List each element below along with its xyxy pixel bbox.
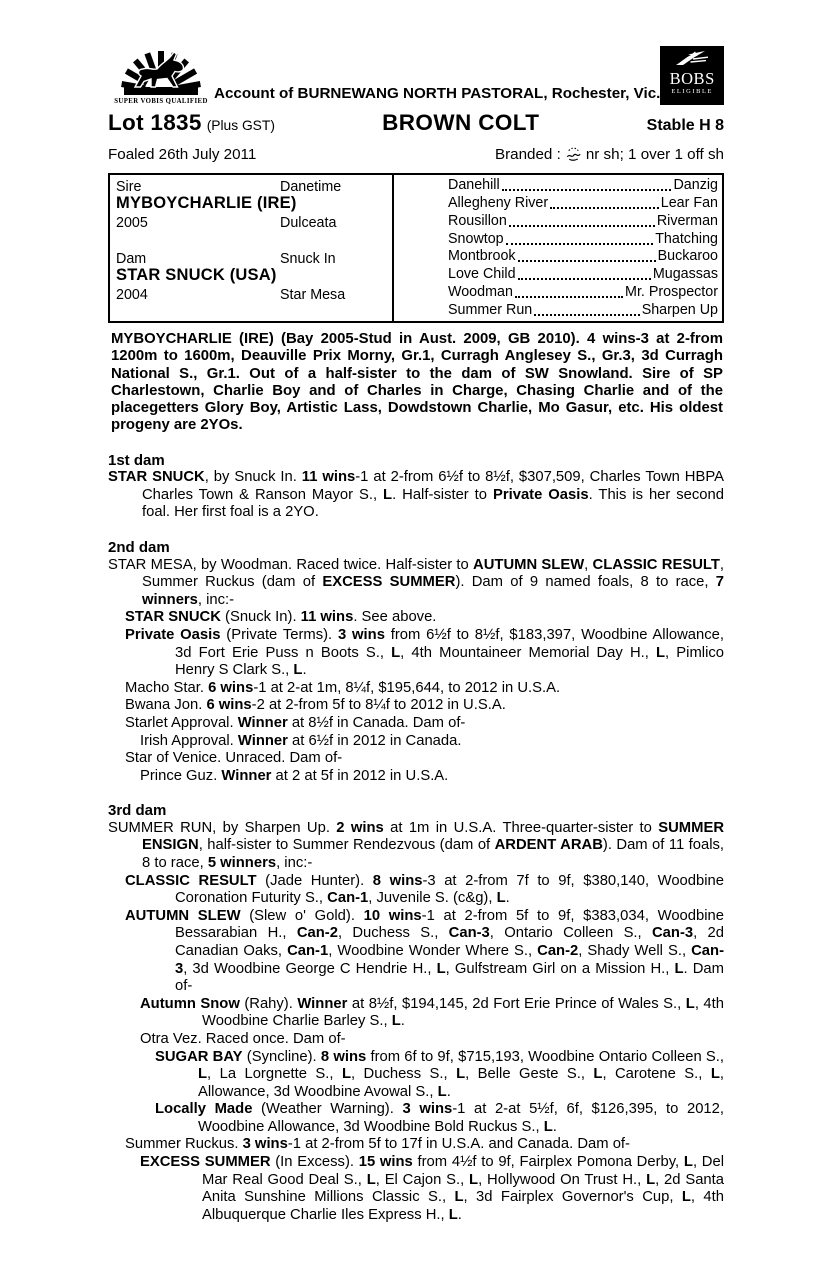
ancestor-sire: Sharpen Up bbox=[641, 301, 718, 318]
branded-info bbox=[495, 144, 724, 164]
pedigree-entry: Prince Guz. Winner at 2 at 5f in 2012 in U.S.A. bbox=[140, 767, 449, 784]
header bbox=[108, 44, 724, 105]
pedigree-entry: Locally Made (Weather Warning). 3 wins-1 at 2-at 5½f, 6f, $126,395, to 2012, Woodbine Allowance, 3d Woodbine Bold Ruckus S., L. bbox=[155, 1101, 724, 1135]
stable-number: Stable H 8 bbox=[646, 117, 724, 134]
pedigree-divider bbox=[392, 175, 394, 321]
pedigree-ancestor-row bbox=[448, 177, 718, 194]
ancestor-sire: Thatching bbox=[655, 230, 718, 247]
pedigree-entry: CLASSIC RESULT (Jade Hunter). 8 wins-3 at 2-from 7f to 9f, $380,140, Woodbine Coronation Futurity S., Can-1, Juvenile S. (c&g), L. bbox=[125, 872, 724, 907]
lot-row bbox=[108, 110, 724, 136]
dam-name: STAR SNUCK (USA) bbox=[116, 266, 277, 284]
sire-summary: MYBOYCHARLIE (IRE) (Bay 2005-Stud in Aust. 2009, GB 2010). 4 wins-3 at 2-from 1200m to 1600m, Deauville Prix Morny, Gr.1, Curragh Anglesey S., Gr.3, 3d Curragh National S., Gr.1. Out of a half-sister to the dam of SW Snowland. Sire of SP Charlestown, Charlie Boy and of Charles in Charge, Chasing Charlie and of the placegetters Glory Boy, Artistic Lass, Dowdstown Charlie, Mo Gasur, etc. His oldest progeny are 2YOs. bbox=[111, 331, 723, 434]
pedigree-entry: AUTUMN SLEW (Slew o' Gold). 10 wins-1 at 2-from 5f to 9f, $383,034, Woodbine Bessarabian H., Can-2, Duchess S., Can-3, Ontario Colleen S., Can-3, 2d Canadian Oaks, Can-1, Woodbine Wonder Where S., Can-2, Shady Well S., Can-3, 3d Woodbine George C Hendrie H., L, Gulfstream Girl on a Mission H., L. Dam of- bbox=[125, 907, 725, 995]
dot-leader bbox=[513, 284, 625, 301]
ancestor-sire: Lear Fan bbox=[660, 194, 718, 211]
ancestor-name: Rousillon bbox=[448, 212, 507, 229]
account-line: Account of BURNEWANG NORTH PASTORAL, Rochester, Vic. bbox=[214, 85, 661, 102]
page-title: BROWN COLT bbox=[382, 110, 540, 135]
dot-leader bbox=[532, 302, 641, 319]
pedigree-entry: Autumn Snow (Rahy). Winner at 8½f, $194,145, 2d Fort Erie Prince of Wales S., L, 4th Woodbine Charlie Barley S., L. bbox=[140, 995, 725, 1030]
sire-dam: Dulceata bbox=[280, 215, 337, 231]
pedigree-entry: SUMMER RUN, by Sharpen Up. 2 wins at 1m in U.S.A. Three-quarter-sister to SUMMER ENSIGN, half-sister to Summer Rendezvous (dam of ARDENT ARAB). Dam of 11 foals, 8 to race, 5 winners, inc:- bbox=[108, 819, 725, 871]
pedigree-ancestor-row bbox=[448, 213, 718, 230]
ancestor-sire: Mugassas bbox=[652, 266, 718, 283]
pedigree-ancestor-row bbox=[448, 248, 718, 265]
dam-sections bbox=[108, 452, 724, 1225]
pedigree-ancestor-row bbox=[448, 231, 718, 248]
pedigree-entry: STAR SNUCK (Snuck In). 11 wins. See above. bbox=[125, 609, 437, 626]
pedigree-entry: Bwana Jon. 6 wins-2 at 2-from 5f to 8¼f to 2012 in U.S.A. bbox=[125, 697, 506, 714]
dot-leader bbox=[548, 195, 661, 212]
pedigree-entry: SUGAR BAY (Syncline). 8 wins from 6f to 9f, $715,193, Woodbine Ontario Colleen S., L, La Lorgnette S., L, Duchess S., L, Belle Geste S., L, Carotene S., L, Allowance, 3d Woodbine Avowal S., L. bbox=[155, 1048, 724, 1100]
dot-leader bbox=[516, 248, 658, 265]
ancestor-name: Allegheny River bbox=[448, 194, 549, 211]
pedigree-table bbox=[108, 173, 724, 323]
pedigree-ancestor-row bbox=[448, 195, 718, 212]
dam-dam: Star Mesa bbox=[280, 287, 346, 303]
pedigree-entry: Starlet Approval. Winner at 8½f in Canada. Dam of- bbox=[125, 714, 466, 731]
pedigree-ancestor-row bbox=[448, 302, 718, 319]
bobs-title: BOBS bbox=[669, 69, 715, 88]
ancestor-name: Montbrook bbox=[448, 248, 516, 265]
ancestor-name: Summer Run bbox=[448, 301, 533, 318]
section-heading: 2nd dam bbox=[108, 539, 170, 557]
gst-note: (Plus GST) bbox=[206, 118, 275, 133]
pedigree-entry: Star of Venice. Unraced. Dam of- bbox=[125, 750, 343, 767]
dam-sire: Snuck In bbox=[280, 251, 336, 267]
pedigree-entry: Macho Star. 6 wins-1 at 2-at 1m, 8¼f, $195,644, to 2012 in U.S.A. bbox=[125, 679, 561, 696]
foaled-date: Foaled 26th July 2011 bbox=[108, 145, 257, 163]
pedigree-entry: Irish Approval. Winner at 6½f in 2012 in Canada. bbox=[140, 732, 462, 749]
bobs-subtitle: ELIGIBLE bbox=[671, 88, 713, 95]
sire-year: 2005 bbox=[116, 215, 148, 231]
super-vobis-horse-sunburst-icon bbox=[109, 45, 213, 97]
branded-detail: nr sh; 1 over 1 off sh bbox=[585, 145, 724, 163]
ancestor-name: Woodman bbox=[448, 284, 513, 301]
pedigree-ancestor-row bbox=[448, 266, 718, 283]
ancestor-sire: Riverman bbox=[656, 212, 718, 229]
ancestor-name: Snowtop bbox=[448, 230, 504, 247]
dot-leader bbox=[516, 266, 653, 283]
dam-label: Dam bbox=[116, 251, 147, 267]
dam-year: 2004 bbox=[116, 287, 148, 303]
bobs-horse-head-icon bbox=[675, 50, 709, 66]
super-vobis-logo bbox=[108, 45, 214, 105]
sire-name: MYBOYCHARLIE (IRE) bbox=[116, 194, 297, 212]
ancestor-sire: Danzig bbox=[673, 177, 718, 193]
ancestor-sire: Mr. Prospector bbox=[625, 284, 718, 301]
ancestor-name: Love Child bbox=[448, 266, 516, 283]
lot-number: Lot 1835 bbox=[108, 110, 202, 135]
pedigree-entry: STAR SNUCK, by Snuck In. 11 wins-1 at 2-from 6½f to 8½f, $307,509, Charles Town HBPA Charles Town & Ranson Mayor S., L. Half-sister to Private Oasis. This is her second foal. Her first foal is a 2YO. bbox=[108, 469, 724, 521]
dot-leader bbox=[507, 213, 657, 230]
catalog-page bbox=[108, 44, 724, 1224]
brand-mark-icon bbox=[564, 144, 583, 164]
section-heading: 1st dam bbox=[108, 451, 165, 469]
dot-leader bbox=[504, 231, 656, 248]
pedigree-entry: Summer Ruckus. 3 wins-1 at 2-from 5f to 17f in U.S.A. and Canada. Dam of- bbox=[125, 1136, 630, 1153]
sire-label: Sire bbox=[116, 179, 142, 195]
ancestor-name: Danehill bbox=[448, 177, 500, 193]
branded-label: Branded : bbox=[494, 145, 561, 163]
pedigree-gen3 bbox=[448, 177, 718, 319]
super-vobis-caption: SUPER VOBIS QUALIFIED bbox=[114, 98, 208, 105]
section-heading: 3rd dam bbox=[108, 802, 167, 820]
pedigree-entry: Private Oasis (Private Terms). 3 wins from 6½f to 8½f, $183,397, Woodbine Allowance, 3d Fort Erie Puss n Boots S., L, 4th Mountaineer Memorial Day H., L, Pimlico Henry S Clark S., L. bbox=[125, 626, 724, 679]
dot-leader bbox=[500, 177, 674, 194]
bobs-logo bbox=[660, 46, 724, 105]
pedigree-entry: EXCESS SUMMER (In Excess). 15 wins from 4½f to 9f, Fairplex Pomona Derby, L, Del Mar Real Good Deal S., L, El Cajon S., L, Hollywood On Trust H., L, 2d Santa Anita Sunshine Millions Classic S., L, 3d Fairplex Governor's Cup, L, 4th Albuquerque Charlie Iles Express H., L. bbox=[140, 1154, 724, 1223]
sire-sire: Danetime bbox=[280, 179, 342, 195]
pedigree-entry: STAR MESA, by Woodman. Raced twice. Half-sister to AUTUMN SLEW, CLASSIC RESULT, Summer Ruckus (dam of EXCESS SUMMER). Dam of 9 named foals, 8 to race, 7 winners, inc:- bbox=[108, 556, 724, 608]
ancestor-sire: Buckaroo bbox=[657, 248, 718, 265]
pedigree-ancestor-row bbox=[448, 284, 718, 301]
foaled-row bbox=[108, 144, 724, 164]
pedigree-entry: Otra Vez. Raced once. Dam of- bbox=[140, 1030, 346, 1047]
